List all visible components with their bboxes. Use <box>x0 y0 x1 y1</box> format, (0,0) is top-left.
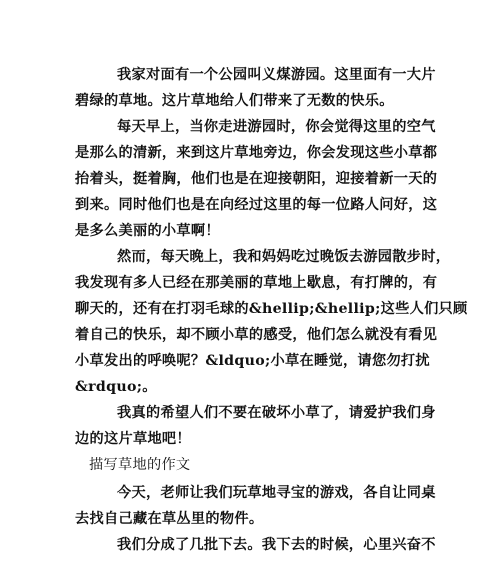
text-line: 边的这片草地吧！ <box>75 431 191 447</box>
text-line: 去找自己藏在草丛里的物件。 <box>75 511 264 527</box>
text-line: 是多么美丽的小草啊！ <box>75 223 220 239</box>
text-line: 然而，每天晚上，我和妈妈吃过晚饭去游园散步时， <box>117 249 451 265</box>
text-line: 聊天的，还有在打羽毛球的&hellip;&hellip;这些人们只顾 <box>75 301 468 317</box>
text-line: 小草发出的呼唤呢？&ldquo;小草在睡觉，请您勿打扰 <box>75 353 430 369</box>
text-line: 碧绿的草地。这片草地给人们带来了无数的快乐。 <box>75 93 394 109</box>
text-line: &rdquo;。 <box>75 379 157 395</box>
text-line: 我发现有多人已经在那美丽的草地上歇息，有打牌的，有 <box>75 275 438 291</box>
text-line: 着自己的快乐，却不顾小草的感受，他们怎么就没有看见 <box>75 327 438 343</box>
text-line: 抬着头，挺着胸，他们也是在迎接朝阳，迎接着新一天的 <box>75 171 438 187</box>
text-line: 到来。同时他们也是在向经过这里的每一位路人问好，这 <box>75 197 438 213</box>
text-line: 我们分成了几批下去。我下去的时候，心里兴奋不 <box>117 537 436 553</box>
text-line: 每天早上，当你走进游园时，你会觉得这里的空气 <box>117 119 436 135</box>
text-line: 是那么的清新，来到这片草地旁边，你会发现这些小草都 <box>75 145 438 161</box>
text-line: 我家对面有一个公园叫义煤游园。这里面有一大片 <box>117 67 436 83</box>
text-line: 我真的希望人们不要在破坏小草了，请爱护我们身 <box>117 405 436 421</box>
section-heading: 描写草地的作文 <box>89 457 191 473</box>
text-line: 今天，老师让我们玩草地寻宝的游戏，各自让同桌 <box>117 485 436 501</box>
